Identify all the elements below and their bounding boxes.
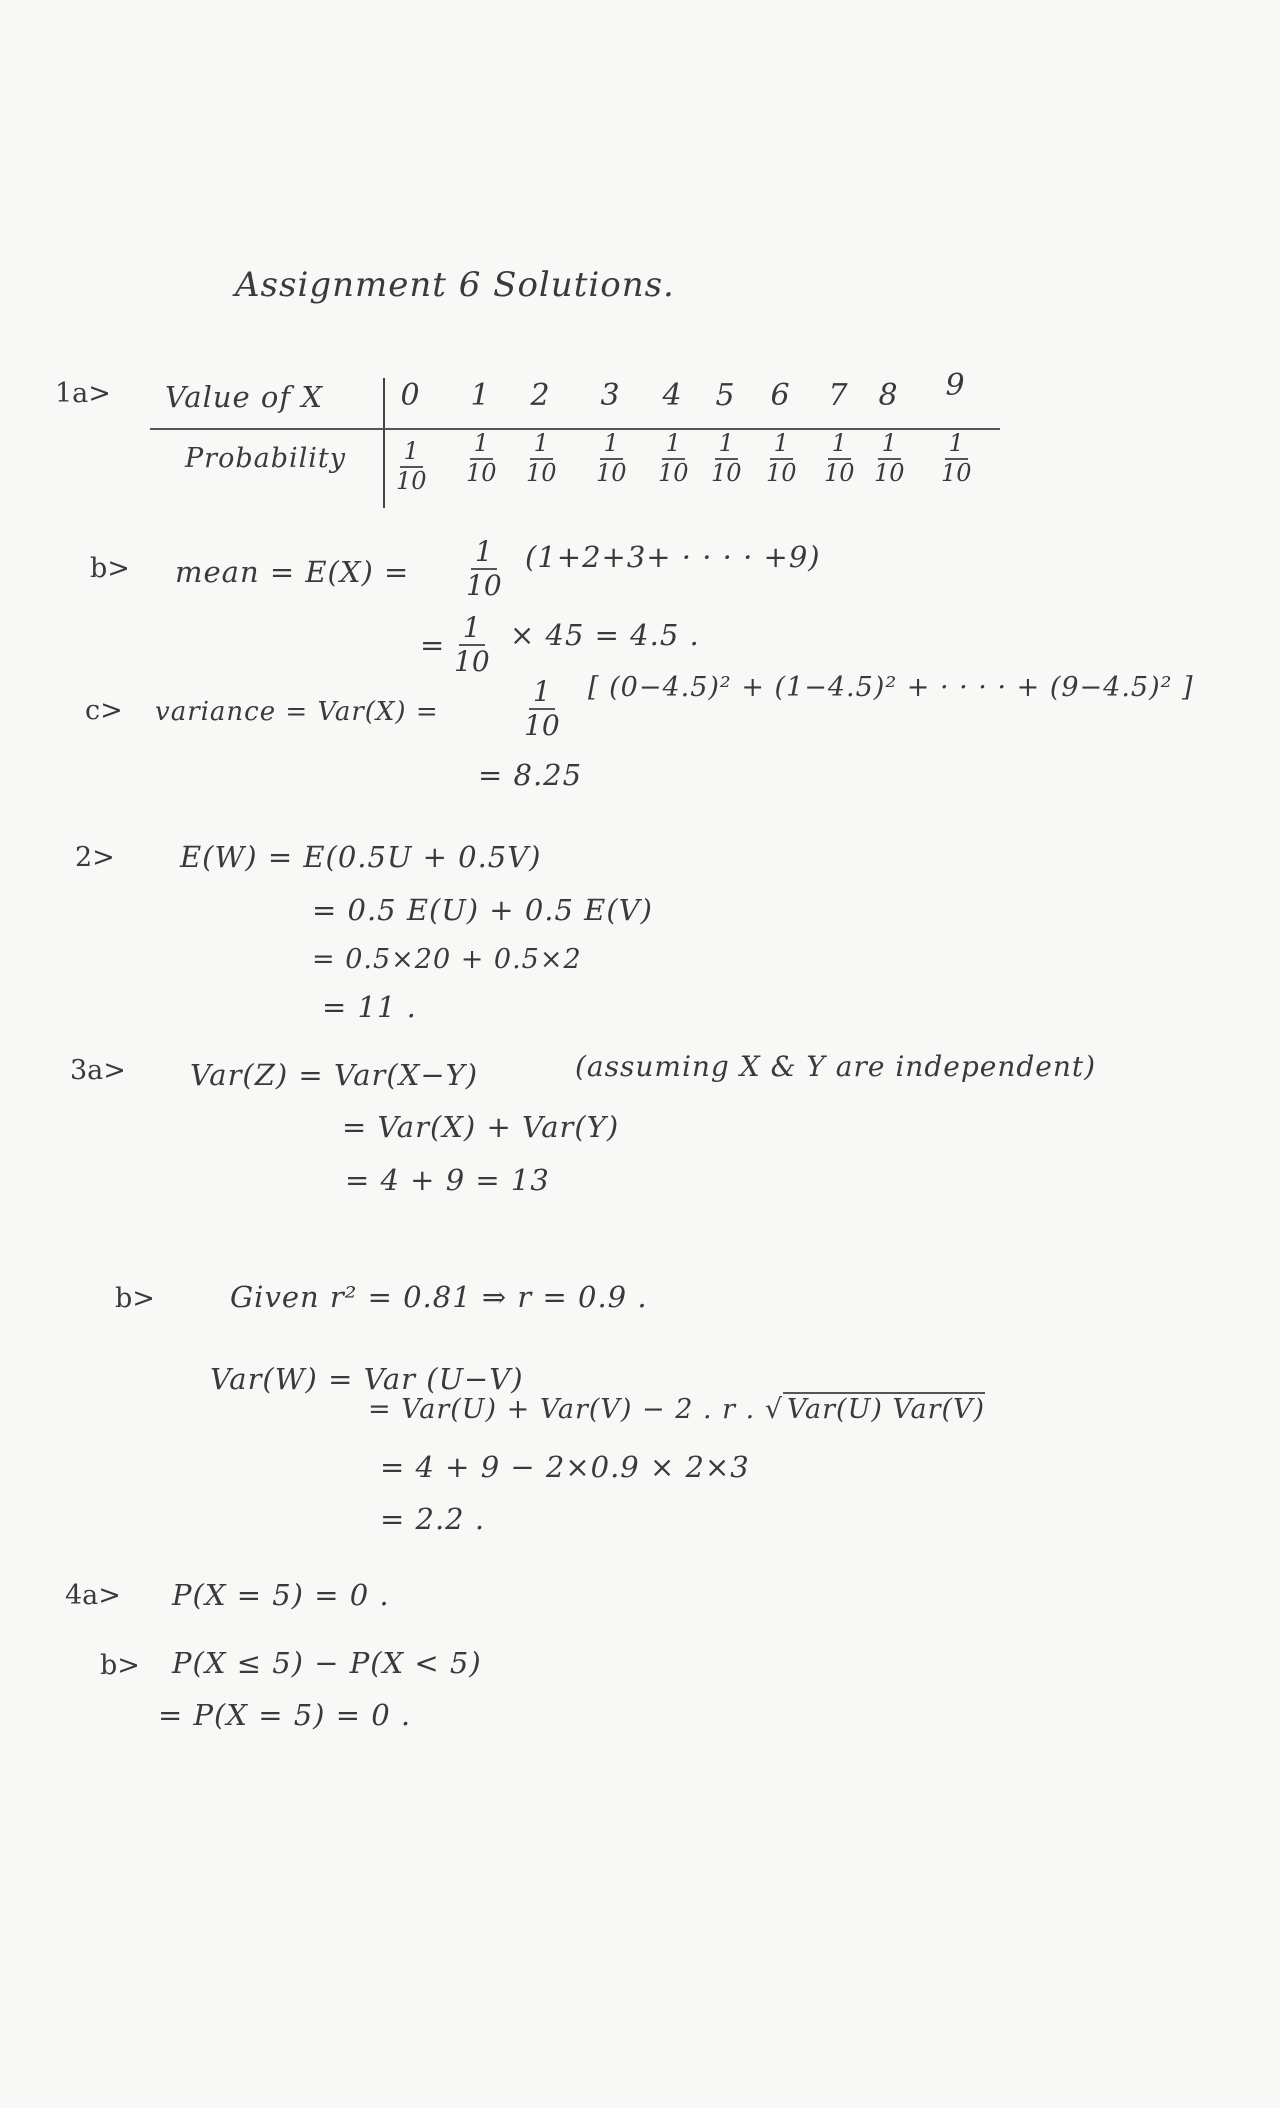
x-value-0: 0	[400, 378, 420, 413]
q3b-line2	[368, 1392, 985, 1425]
prob-num: 1	[878, 430, 901, 460]
q1a-label: 1a>	[55, 378, 111, 409]
q3b-line4: = 2.2 .	[380, 1502, 486, 1536]
probability-6	[762, 430, 801, 487]
x-value-8: 8	[878, 378, 898, 413]
table-row2-header: Probability	[185, 443, 347, 474]
prob-num: 1	[828, 430, 851, 460]
q2-line4: = 11 .	[322, 990, 417, 1024]
q3b-line1: Var(W) = Var (U−V)	[210, 1362, 524, 1396]
mean-result: × 45 = 4.5 .	[510, 618, 700, 652]
sqrt-symbol: √	[764, 1394, 784, 1425]
prob-den: 10	[466, 458, 497, 487]
mean-frac-den: 10	[466, 569, 502, 603]
q2-line3: = 0.5×20 + 0.5×2	[312, 944, 582, 975]
x-value-1: 1	[470, 378, 490, 413]
q2-line2: = 0.5 E(U) + 0.5 E(V)	[312, 893, 653, 927]
prob-num: 1	[770, 430, 793, 460]
probability-5	[707, 430, 746, 487]
probability-1	[462, 430, 501, 487]
prob-den: 10	[941, 458, 972, 487]
q3b-line2-left: = Var(U) + Var(V) − 2 . r .	[368, 1394, 756, 1425]
variance-frac-num: 1	[529, 676, 555, 710]
x-value-7: 7	[828, 378, 848, 413]
x-value-5: 5	[715, 378, 735, 413]
page-title: Assignment 6 Solutions.	[235, 265, 675, 305]
x-value-2: 2	[530, 378, 550, 413]
probability-4	[654, 430, 693, 487]
probability-7	[820, 430, 859, 487]
x-value-3: 3	[600, 378, 620, 413]
prob-num: 1	[600, 430, 623, 460]
q4a-line: P(X = 5) = 0 .	[172, 1578, 390, 1612]
prob-den: 10	[766, 458, 797, 487]
q4b-line1: P(X ≤ 5) − P(X < 5)	[172, 1646, 482, 1680]
table-row1-header: Value of X	[165, 380, 323, 414]
prob-den: 10	[396, 466, 427, 495]
prob-den: 10	[658, 458, 689, 487]
mean-lhs: mean = E(X) =	[175, 555, 410, 589]
prob-num: 1	[470, 430, 493, 460]
prob-den: 10	[824, 458, 855, 487]
prob-num: 1	[945, 430, 968, 460]
q3a-note: (assuming X & Y are independent)	[575, 1050, 1097, 1083]
q4b-line2: = P(X = 5) = 0 .	[158, 1698, 412, 1732]
q1c-label: c>	[85, 695, 123, 726]
variance-fraction	[520, 676, 564, 742]
q3a-line3: = 4 + 9 = 13	[345, 1163, 550, 1197]
probability-0	[392, 438, 431, 495]
q3b-line2-sqrt: Var(U) Var(V)	[783, 1392, 985, 1425]
table-vertical-divider	[383, 378, 385, 508]
q4a-label: 4a>	[65, 1580, 121, 1611]
mean-sum: (1+2+3+ · · · · +9)	[525, 540, 821, 574]
q3a-label: 3a>	[70, 1055, 126, 1086]
prob-num: 1	[530, 430, 553, 460]
mean-frac-num: 1	[471, 536, 497, 570]
prob-den: 10	[711, 458, 742, 487]
mean-fraction	[462, 536, 506, 602]
q1b-label: b>	[90, 553, 130, 584]
prob-num: 1	[715, 430, 738, 460]
q4b-label: b>	[100, 1650, 140, 1681]
prob-den: 10	[526, 458, 557, 487]
prob-den: 10	[596, 458, 627, 487]
mean-line2-frac-den: 10	[454, 645, 490, 679]
mean-line2-frac-num: 1	[459, 612, 485, 646]
x-value-9: 9	[945, 368, 965, 403]
x-value-4: 4	[662, 378, 682, 413]
q3a-line2: = Var(X) + Var(Y)	[342, 1110, 620, 1144]
variance-lhs: variance = Var(X) =	[155, 697, 439, 727]
prob-den: 10	[874, 458, 905, 487]
variance-sum: [ (0−4.5)² + (1−4.5)² + · · · · + (9−4.5)² ]	[588, 672, 1194, 703]
mean-line2-eq: =	[420, 628, 446, 662]
q3b-line3: = 4 + 9 − 2×0.9 × 2×3	[380, 1450, 750, 1484]
variance-result: = 8.25	[478, 758, 583, 792]
probability-3	[592, 430, 631, 487]
probability-8	[870, 430, 909, 487]
prob-num: 1	[400, 438, 423, 468]
q3b-label: b>	[115, 1283, 155, 1314]
prob-num: 1	[662, 430, 685, 460]
q3a-line1: Var(Z) = Var(X−Y)	[190, 1058, 479, 1092]
q2-label: 2>	[75, 842, 115, 873]
probability-9	[937, 430, 976, 487]
x-value-6: 6	[770, 378, 790, 413]
mean-line2-fraction	[450, 612, 494, 678]
variance-frac-den: 10	[524, 709, 560, 743]
q2-line1: E(W) = E(0.5U + 0.5V)	[180, 840, 542, 874]
q3b-given: Given r² = 0.81 ⇒ r = 0.9 .	[230, 1280, 648, 1314]
probability-2	[522, 430, 561, 487]
